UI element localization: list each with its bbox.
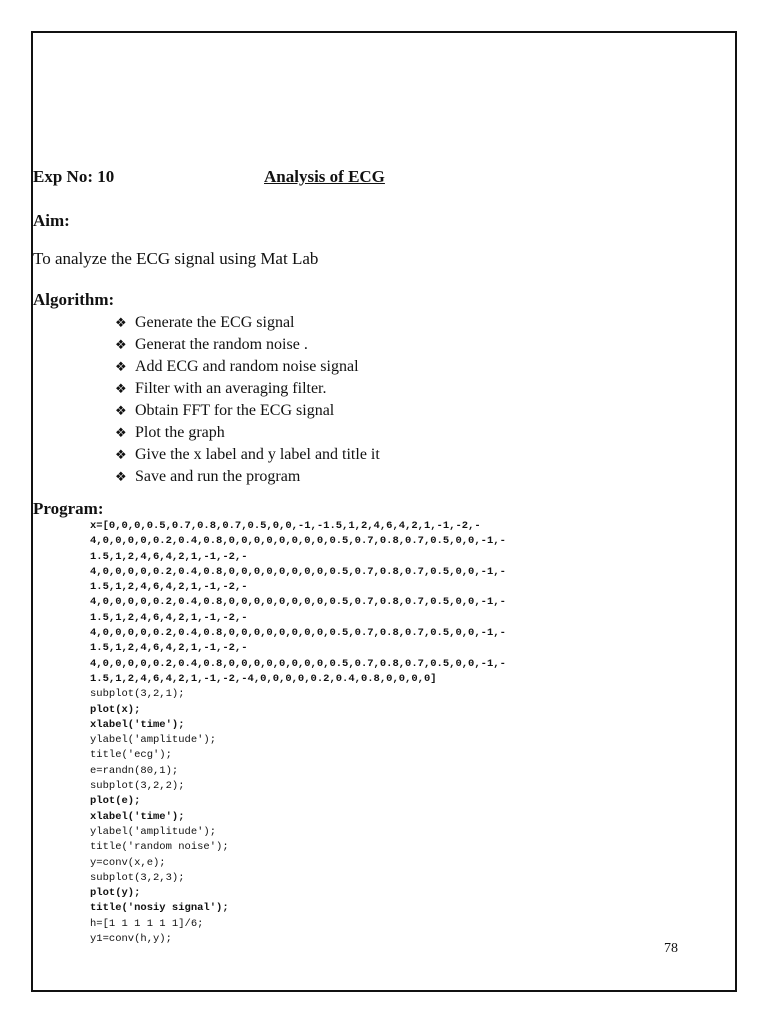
page-title: Analysis of ECG <box>264 167 385 186</box>
code-line: title('random noise'); <box>90 841 229 854</box>
program-heading: Program: <box>33 499 104 518</box>
program-code <box>90 519 506 947</box>
code-line: y1=conv(h,y); <box>90 933 172 946</box>
code-line: ylabel('amplitude'); <box>90 734 217 747</box>
algorithm-step: ❖ Obtain FFT for the ECG signal <box>115 400 380 422</box>
algorithm-step: ❖ Give the x label and y label and title it <box>115 444 380 466</box>
code-line: subplot(3,2,2); <box>90 780 185 793</box>
code-line: xlabel('time'); <box>90 718 185 731</box>
code-line: 4,0,0,0,0,0.2,0.4,0.8,0,0,0,0,0,0,0,0,0.5,0.7,0.8,0.7,0.5,0,0,-1,- <box>90 657 506 670</box>
code-line: plot(e); <box>90 795 141 808</box>
code-line: title('nosiy signal'); <box>90 902 229 915</box>
aim-heading: Aim: <box>33 211 70 230</box>
algorithm-step: ❖ Generate the ECG signal <box>115 312 380 334</box>
algorithm-steps <box>115 312 380 488</box>
algorithm-step: ❖ Filter with an averaging filter. <box>115 378 380 400</box>
code-line: 1.5,1,2,4,6,4,2,1,-1,-2,- <box>90 611 248 624</box>
code-line: h=[1 1 1 1 1 1]/6; <box>90 917 204 930</box>
code-line: 4,0,0,0,0,0.2,0.4,0.8,0,0,0,0,0,0,0,0,0.5,0.7,0.8,0.7,0.5,0,0,-1,- <box>90 596 506 609</box>
diamond-bullet-icon: ❖ <box>115 382 127 397</box>
algorithm-step: ❖ Plot the graph <box>115 422 380 444</box>
exp-number: Exp No: 10 <box>33 167 115 186</box>
code-line: 4,0,0,0,0,0.2,0.4,0.8,0,0,0,0,0,0,0,0,0.5,0.7,0.8,0.7,0.5,0,0,-1,- <box>90 565 506 578</box>
code-line: title('ecg'); <box>90 749 172 762</box>
diamond-bullet-icon: ❖ <box>115 316 127 331</box>
code-line: 4,0,0,0,0,0.2,0.4,0.8,0,0,0,0,0,0,0,0,0.5,0.7,0.8,0.7,0.5,0,0,-1,- <box>90 627 506 640</box>
aim-text: To analyze the ECG signal using Mat Lab <box>33 249 319 268</box>
algorithm-step: ❖ Add ECG and random noise signal <box>115 356 380 378</box>
code-line: plot(y); <box>90 887 141 900</box>
diamond-bullet-icon: ❖ <box>115 426 127 441</box>
code-line: subplot(3,2,1); <box>90 688 185 701</box>
code-line: plot(x); <box>90 703 141 716</box>
algorithm-step: ❖ Save and run the program <box>115 466 380 488</box>
algorithm-heading: Algorithm: <box>33 290 115 309</box>
code-line: subplot(3,2,3); <box>90 871 185 884</box>
diamond-bullet-icon: ❖ <box>115 448 127 463</box>
diamond-bullet-icon: ❖ <box>115 360 127 375</box>
code-line: e=randn(80,1); <box>90 764 179 777</box>
code-line: ylabel('amplitude'); <box>90 825 217 838</box>
code-line: 1.5,1,2,4,6,4,2,1,-1,-2,-4,0,0,0,0,0.2,0.4,0.8,0,0,0,0] <box>90 672 437 685</box>
diamond-bullet-icon: ❖ <box>115 470 127 485</box>
code-line: y=conv(x,e); <box>90 856 166 869</box>
code-line: 1.5,1,2,4,6,4,2,1,-1,-2,- <box>90 550 248 563</box>
code-line: xlabel('time'); <box>90 810 185 823</box>
diamond-bullet-icon: ❖ <box>115 338 127 353</box>
code-line: 4,0,0,0,0,0.2,0.4,0.8,0,0,0,0,0,0,0,0,0.5,0.7,0.8,0.7,0.5,0,0,-1,- <box>90 535 506 548</box>
algorithm-step: ❖ Generat the random noise . <box>115 334 380 356</box>
code-line: 1.5,1,2,4,6,4,2,1,-1,-2,- <box>90 581 248 594</box>
code-line: 1.5,1,2,4,6,4,2,1,-1,-2,- <box>90 642 248 655</box>
diamond-bullet-icon: ❖ <box>115 404 127 419</box>
code-line: x=[0,0,0,0.5,0.7,0.8,0.7,0.5,0,0,-1,-1.5,1,2,4,6,4,2,1,-1,-2,- <box>90 520 481 532</box>
page-number: 78 <box>664 941 678 956</box>
